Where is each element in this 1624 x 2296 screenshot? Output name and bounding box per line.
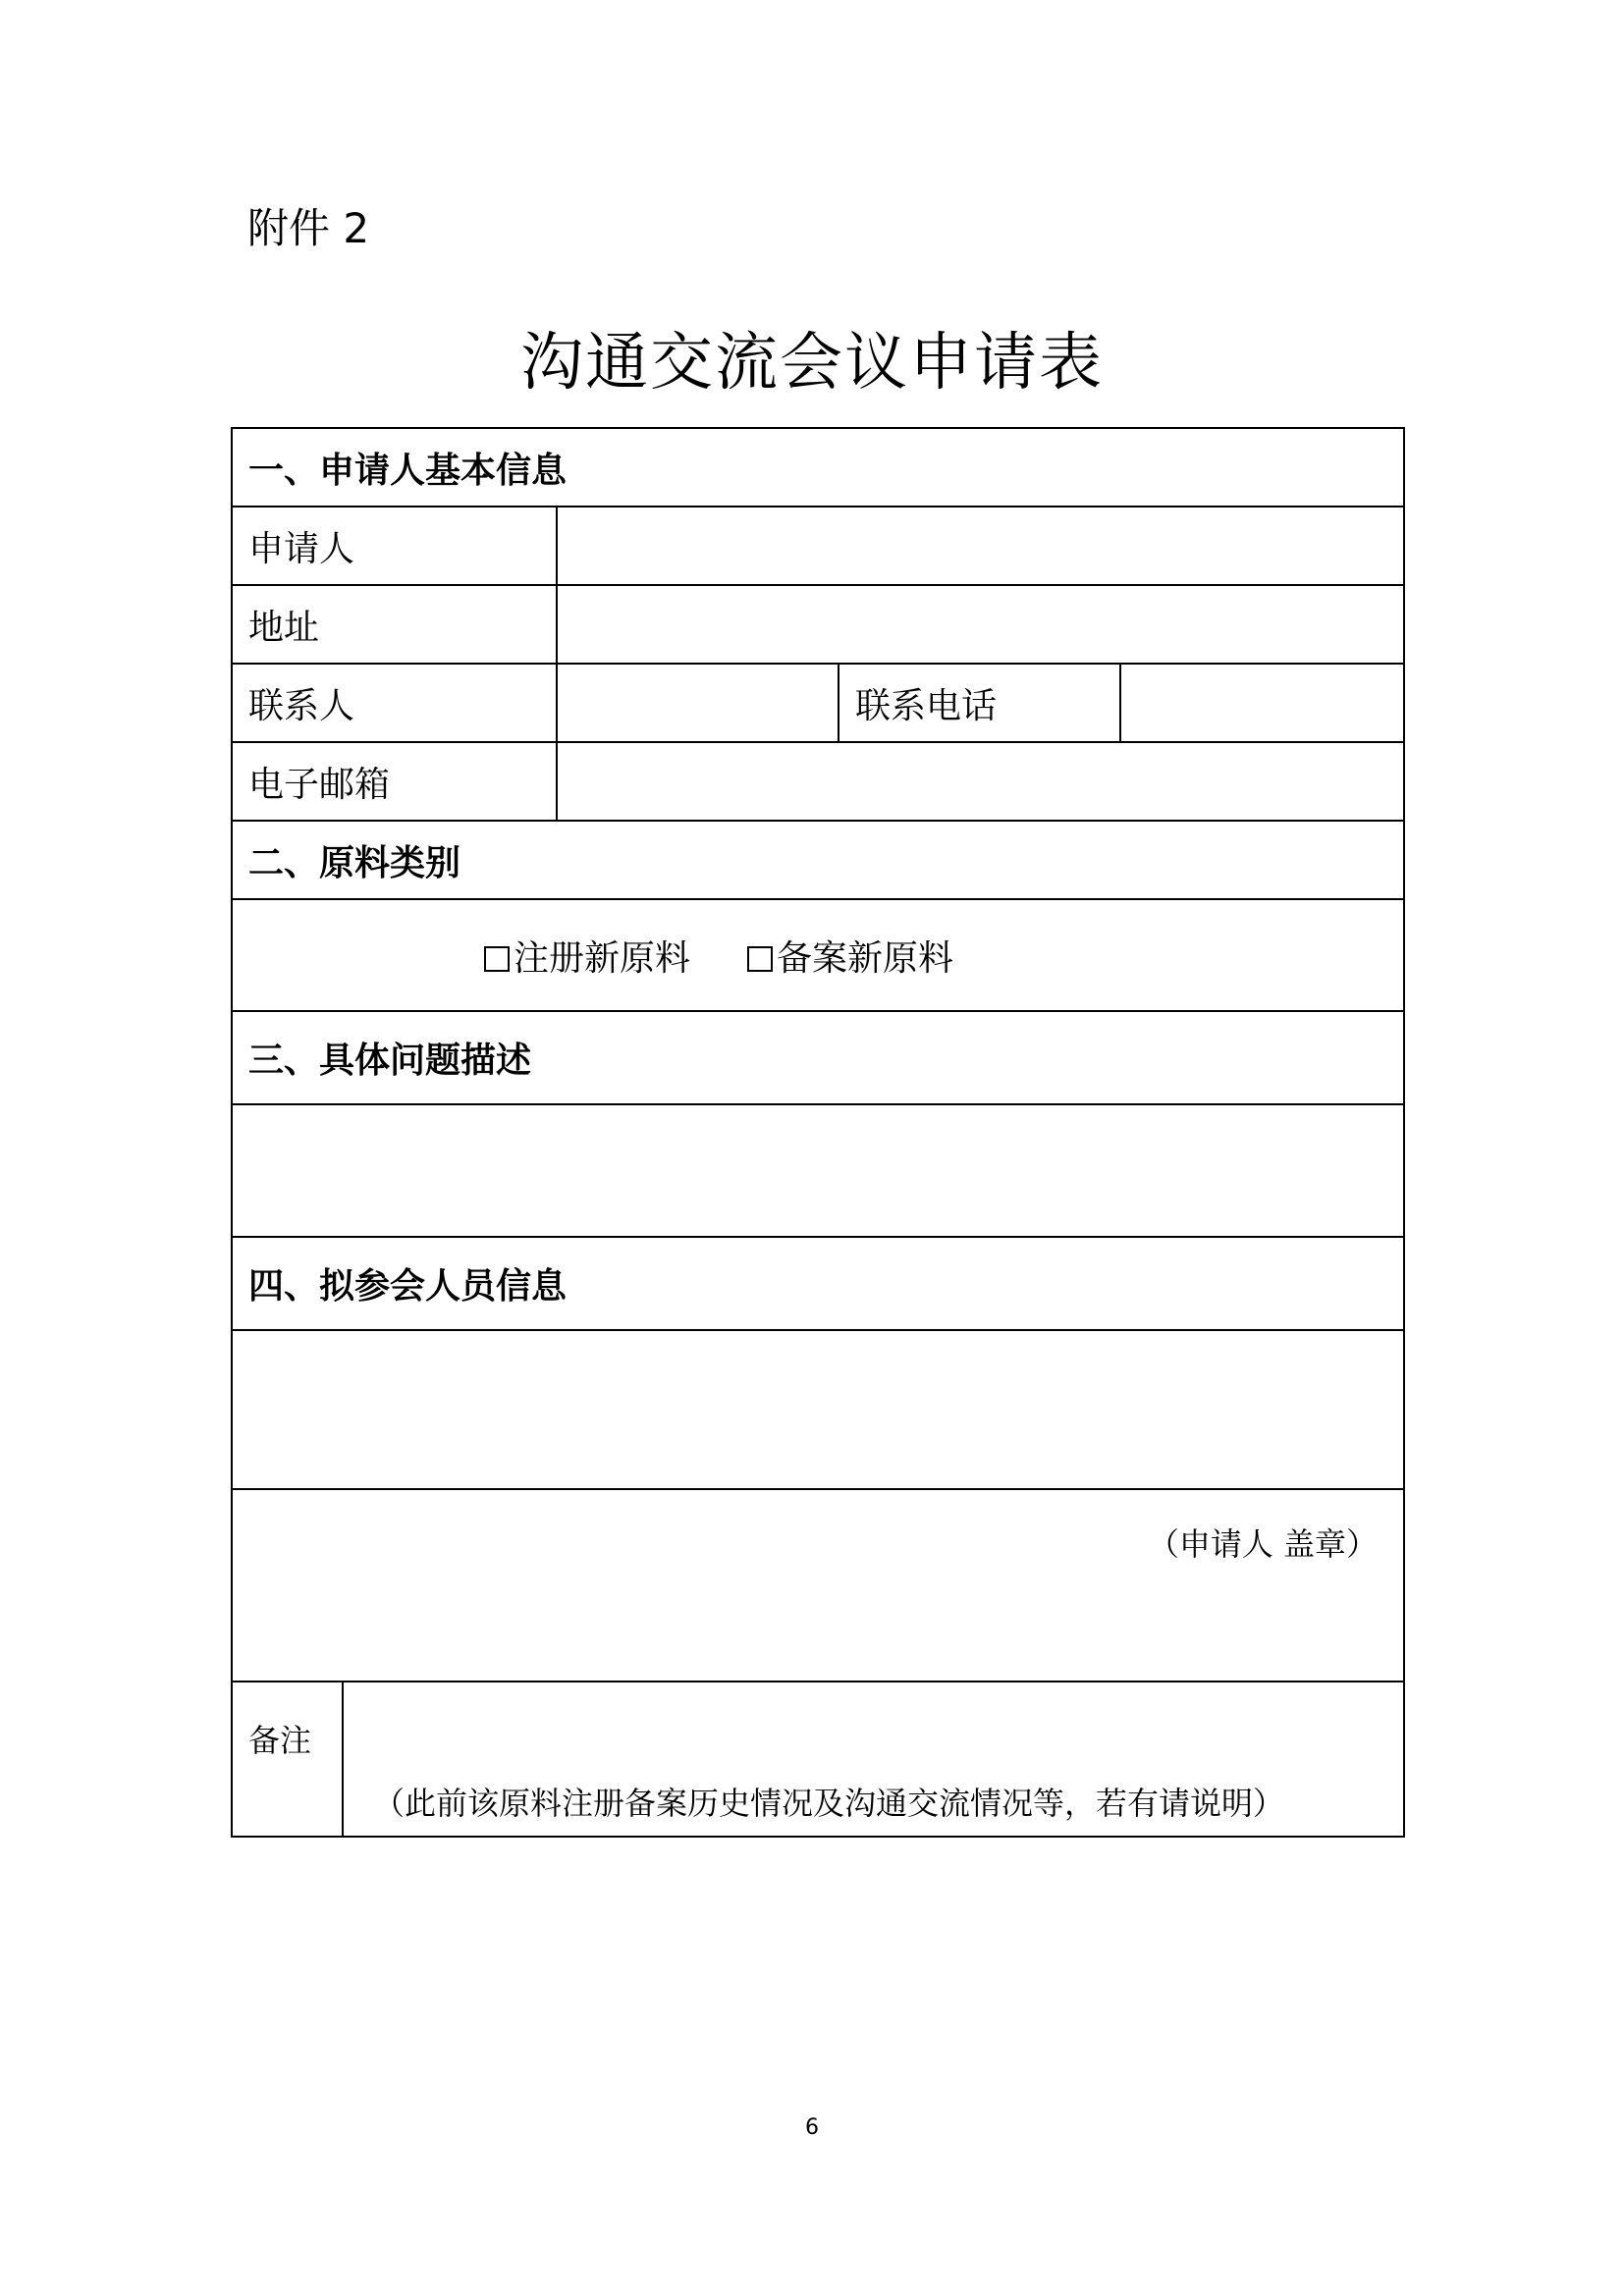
applicant-field[interactable] [557, 507, 1404, 585]
option-register-new-material[interactable] [484, 931, 690, 981]
seal-area[interactable] [232, 1489, 1404, 1682]
section-attendees-heading: 四、拟参会人员信息 [232, 1237, 1404, 1330]
remark-hint: （此前该原料注册备案历史情况及沟通交流情况等，若有请说明） [373, 1785, 1285, 1822]
remark-label: 备注 [232, 1682, 343, 1837]
checkbox-icon[interactable] [484, 946, 510, 972]
section-material-category-heading: 二、原料类别 [232, 821, 1404, 899]
problem-description-field[interactable] [232, 1104, 1404, 1237]
contact-label: 联系人 [232, 664, 557, 742]
option-register-label: 注册新原料 [514, 937, 691, 979]
option-filing-label: 备案新原料 [777, 937, 954, 979]
contact-field[interactable] [557, 664, 839, 742]
material-category-options [232, 899, 1404, 1011]
section-problem-description-heading: 三、具体问题描述 [232, 1011, 1404, 1104]
email-label: 电子邮箱 [232, 742, 557, 821]
email-field[interactable] [557, 742, 1404, 821]
remark-field[interactable] [343, 1682, 1404, 1837]
application-form-table [231, 427, 1405, 1838]
address-label: 地址 [232, 585, 557, 664]
address-field[interactable] [557, 585, 1404, 664]
applicant-label: 申请人 [232, 507, 557, 585]
seal-note: （申请人 盖章） [1147, 1525, 1379, 1563]
page-number: 6 [805, 2115, 819, 2140]
section-applicant-info-heading: 一、申请人基本信息 [232, 428, 1404, 507]
attachment-label: 附件 2 [247, 204, 370, 252]
option-filing-new-material[interactable] [747, 931, 953, 981]
checkbox-icon[interactable] [747, 946, 773, 972]
page-title: 沟通交流会议申请表 [520, 327, 1104, 400]
phone-label: 联系电话 [839, 664, 1120, 742]
phone-field[interactable] [1120, 664, 1404, 742]
attendees-field[interactable] [232, 1330, 1404, 1489]
